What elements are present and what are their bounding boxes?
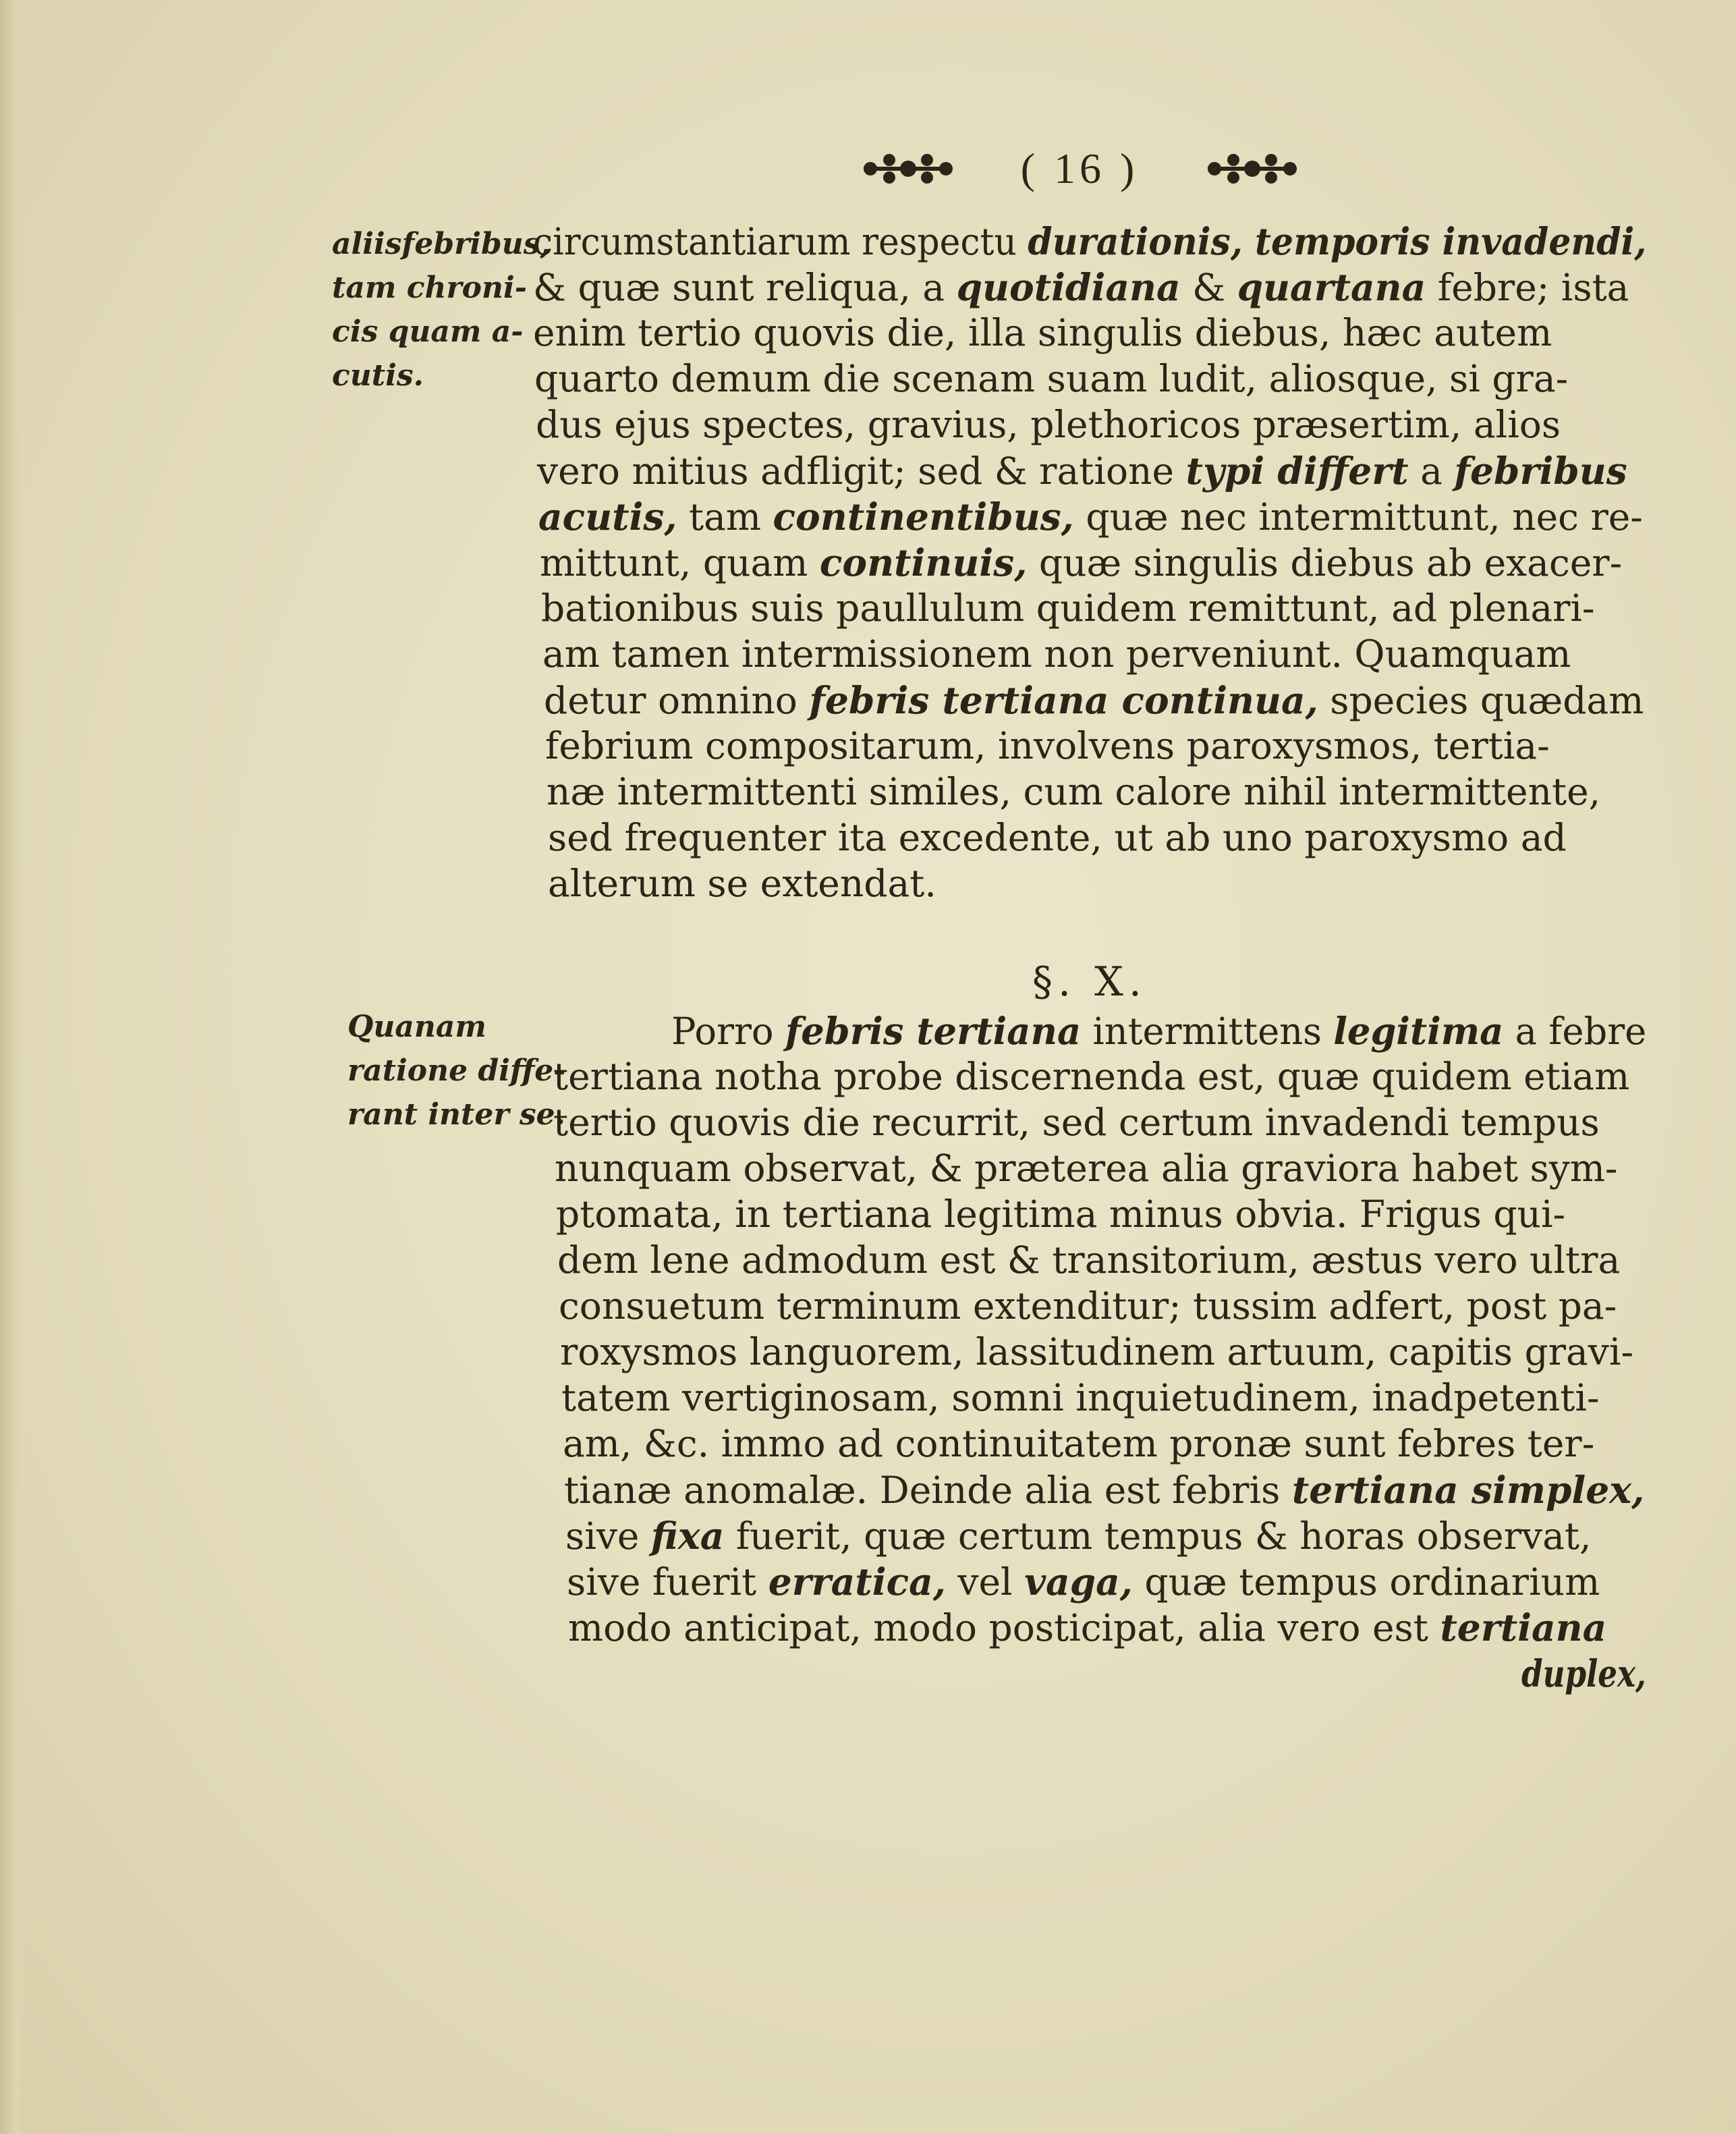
- section-heading: §. X.: [1032, 958, 1147, 1006]
- text-run: dem lene admodum est & transitorium, æstus vero ultra: [557, 1238, 1621, 1282]
- text-run: a febre: [1503, 1010, 1647, 1053]
- page-number: ( 16 ): [1020, 144, 1139, 192]
- italic-run: continentibus,: [773, 495, 1074, 539]
- italic-run: febris tertiana: [785, 1009, 1082, 1053]
- text-line: [540, 541, 1623, 584]
- italic-run: durationis, temporis invadendi,: [1028, 219, 1647, 263]
- text-line: [545, 724, 1550, 767]
- margin-note-line: tam chroni-: [332, 271, 527, 305]
- text-line: [542, 632, 1571, 676]
- italic-run: febris tertiana continua,: [809, 678, 1318, 722]
- text-run: a: [1408, 449, 1455, 493]
- text-line: [1521, 1651, 1646, 1695]
- text-line: [568, 1606, 1607, 1649]
- text-run: & quæ sunt reliqua, a: [533, 266, 957, 309]
- text-run: Porro: [671, 1010, 785, 1053]
- text-run: næ intermittenti similes, cum calore nihil intermittente,: [547, 770, 1601, 813]
- italic-run: acutis,: [538, 495, 677, 539]
- fleuron-icon: [1201, 145, 1302, 192]
- text-run: bationibus suis paullulum quidem remittunt, ad plenari-: [541, 586, 1595, 630]
- text-run: febre; ista: [1426, 266, 1629, 309]
- text-line: [555, 1147, 1618, 1190]
- text-run: enim tertio quovis die, illa singulis diebus, hæc autem: [533, 311, 1552, 354]
- text-run: vero mitius adfligit; sed & ratione: [537, 449, 1186, 493]
- text-run: &: [1180, 266, 1237, 309]
- italic-run: vaga,: [1024, 1560, 1133, 1604]
- text-run: intermittens: [1081, 1010, 1334, 1053]
- text-run: tam: [677, 495, 773, 539]
- text-line: [536, 403, 1561, 446]
- italic-run: tertiana: [1440, 1606, 1607, 1649]
- text-run: circumstantiarum respectu: [533, 220, 1028, 263]
- text-line: [564, 1468, 1645, 1512]
- text-line: [548, 862, 936, 905]
- page-header: [857, 138, 1302, 199]
- text-run: tatem vertiginosam, somni inquietudinem, inadpetenti-: [561, 1376, 1600, 1419]
- text-line: [561, 1376, 1600, 1419]
- text-line: [533, 265, 1629, 309]
- text-run: tianæ anomalæ. Deinde alia est febris: [564, 1469, 1292, 1512]
- margin-note-line: rant inter se.: [347, 1097, 565, 1132]
- text-line: [534, 357, 1569, 400]
- text-run: consuetum terminum extenditur; tussim adfert, post pa-: [559, 1284, 1617, 1328]
- text-run: am, &c. immo ad continuitatem pronæ sunt febres ter-: [563, 1422, 1595, 1465]
- italic-run: erratica,: [768, 1560, 946, 1604]
- text-run: quæ tempus ordinarium: [1132, 1560, 1600, 1604]
- text-run: sed frequenter ita excedente, ut ab uno paroxysmo ad: [548, 816, 1567, 859]
- margin-note-line: Quanam: [347, 1010, 486, 1044]
- text-line: [559, 1284, 1617, 1328]
- text-run: fuerit, quæ certum tempus & horas observat,: [724, 1514, 1592, 1558]
- fleuron-icon: [857, 145, 958, 192]
- text-run: modo anticipat, modo posticipat, alia vero est: [568, 1606, 1440, 1649]
- text-run: nunquam observat, & præterea alia graviora habet sym-: [555, 1147, 1618, 1190]
- text-run: tertio quovis die recurrit, sed certum invadendi tempus: [553, 1101, 1600, 1144]
- margin-note-line: cutis.: [332, 358, 424, 393]
- text-run: species quædam: [1318, 679, 1644, 722]
- text-line: [544, 678, 1644, 722]
- text-line: [556, 1193, 1566, 1236]
- italic-run: fixa: [650, 1514, 725, 1558]
- text-run: quæ nec intermittunt, nec re-: [1073, 495, 1643, 539]
- text-line: [671, 1009, 1647, 1053]
- text-run: quæ singulis diebus ab exacer-: [1027, 541, 1623, 584]
- italic-run: tertiana simplex,: [1291, 1468, 1645, 1512]
- italic-run: legitima: [1333, 1009, 1504, 1053]
- text-run: sive fuerit: [567, 1560, 768, 1604]
- text-line: [533, 219, 1647, 263]
- text-line: [557, 1238, 1621, 1282]
- italic-run: febribus: [1454, 449, 1627, 493]
- text-line: [553, 1101, 1600, 1144]
- text-run: quarto demum die scenam suam ludit, aliosque, si gra-: [534, 357, 1569, 400]
- text-line: [547, 770, 1601, 813]
- italic-run: quotidiana: [956, 265, 1181, 309]
- text-run: am tamen intermissionem non perveniunt. Quamquam: [542, 632, 1571, 676]
- text-line: [548, 816, 1567, 859]
- margin-note-line: ratione diffe-: [347, 1054, 566, 1088]
- text-line: [565, 1514, 1592, 1558]
- text-line: [560, 1330, 1634, 1373]
- text-line: [563, 1422, 1595, 1465]
- text-line: [537, 449, 1627, 493]
- text-run: vel: [945, 1560, 1025, 1604]
- text-run: sive: [565, 1514, 651, 1558]
- text-run: febrium compositarum, involvens paroxysmos, tertia-: [545, 724, 1550, 767]
- margin-note-line: cis quam a-: [332, 314, 524, 349]
- text-line: [541, 586, 1595, 630]
- text-line: [538, 495, 1643, 539]
- italic-run: quartana: [1237, 265, 1426, 309]
- text-run: mittunt, quam: [540, 541, 820, 584]
- italic-run: continuis,: [819, 541, 1028, 584]
- text-run: roxysmos languorem, lassitudinem artuum, capitis gravi-: [560, 1330, 1634, 1373]
- italic-run: typi differt: [1185, 449, 1409, 493]
- margin-note-line: aliisfebribus,: [332, 227, 551, 261]
- text-run: tertiana notha probe discernenda est, quæ quidem etiam: [553, 1055, 1630, 1098]
- text-line: [553, 1055, 1630, 1098]
- text-line: [567, 1560, 1600, 1604]
- text-line: [533, 311, 1552, 354]
- italic-run: duplex,: [1521, 1651, 1646, 1695]
- text-run: detur omnino: [544, 679, 810, 722]
- text-run: dus ejus spectes, gravius, plethoricos præsertim, alios: [536, 403, 1561, 446]
- page-edge: [0, 0, 23, 2134]
- text-run: alterum se extendat.: [548, 862, 936, 905]
- text-run: ptomata, in tertiana legitima minus obvia. Frigus qui-: [556, 1193, 1566, 1236]
